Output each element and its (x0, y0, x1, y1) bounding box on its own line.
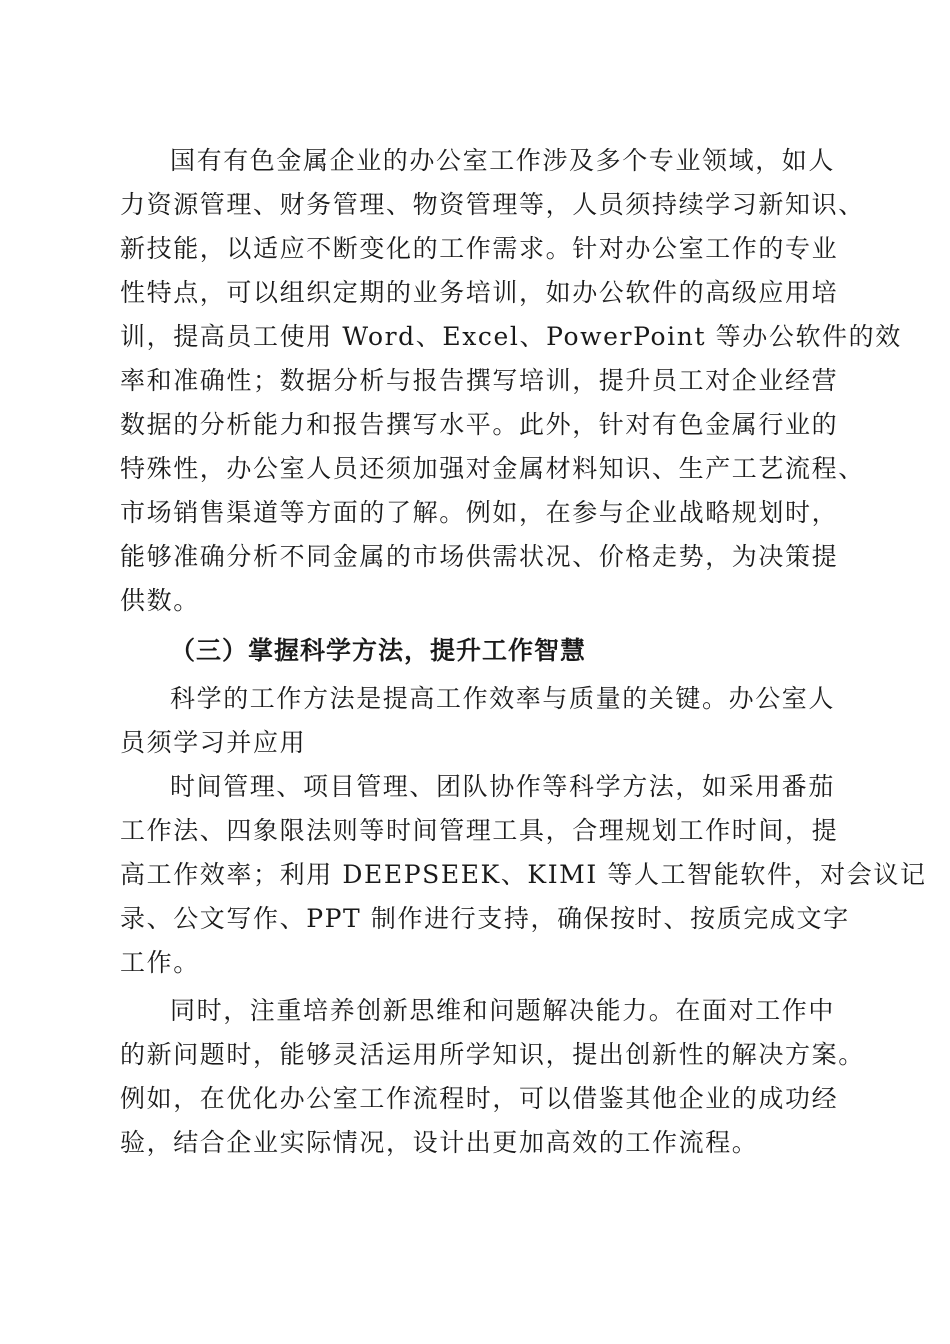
text-line: 市场销售渠道等方面的了解。例如，在参与企业战略规划时， (120, 498, 839, 527)
text-line: 例如，在优化办公室工作流程时，可以借鉴其他企业的成功经 (120, 1084, 839, 1113)
text-line: 训，提高员工使用 Word、Excel、PowerPoint 等办公软件的效 (120, 322, 902, 351)
text-line: 同时，注重培养创新思维和问题解决能力。在面对工作中 (170, 996, 836, 1025)
text-line: 录、公文写作、PPT 制作进行支持，确保按时、按质完成文字 (120, 904, 850, 933)
text-line: 的新问题时，能够灵活运用所学知识，提出创新性的解决方案。 (120, 1040, 865, 1069)
text-line: 国有有色金属企业的办公室工作涉及多个专业领域，如人 (170, 146, 836, 175)
text-line: 高工作效率；利用 DEEPSEEK、KIMI 等人工智能软件，对会议记 (120, 860, 927, 889)
text-line: 特殊性，办公室人员还须加强对金属材料知识、生产工艺流程、 (120, 454, 865, 483)
text-line: 时间管理、项目管理、团队协作等科学方法，如采用番茄 (170, 772, 836, 801)
text-line: 能够准确分析不同金属的市场供需状况、价格走势，为决策提 (120, 542, 839, 571)
text-line: 员须学习并应用 (120, 728, 307, 757)
text-line: 供数。 (120, 586, 200, 615)
text-line: 工作。 (120, 948, 200, 977)
text-line: 新技能，以适应不断变化的工作需求。针对办公室工作的专业 (120, 234, 839, 263)
text-line: 数据的分析能力和报告撰写水平。此外，针对有色金属行业的 (120, 410, 839, 439)
text-line: 率和准确性；数据分析与报告撰写培训，提升员工对企业经营 (120, 366, 839, 395)
text-line: 工作法、四象限法则等时间管理工具，合理规划工作时间，提 (120, 816, 839, 845)
text-line: 验，结合企业实际情况，设计出更加高效的工作流程。 (120, 1128, 759, 1157)
text-line: 性特点，可以组织定期的业务培训，如办公软件的高级应用培 (120, 278, 839, 307)
text-line: 科学的工作方法是提高工作效率与质量的关键。办公室人 (170, 684, 836, 713)
section-heading: （三）掌握科学方法，提升工作智慧 (170, 636, 587, 665)
text-line: 力资源管理、财务管理、物资管理等，人员须持续学习新知识、 (120, 190, 865, 219)
